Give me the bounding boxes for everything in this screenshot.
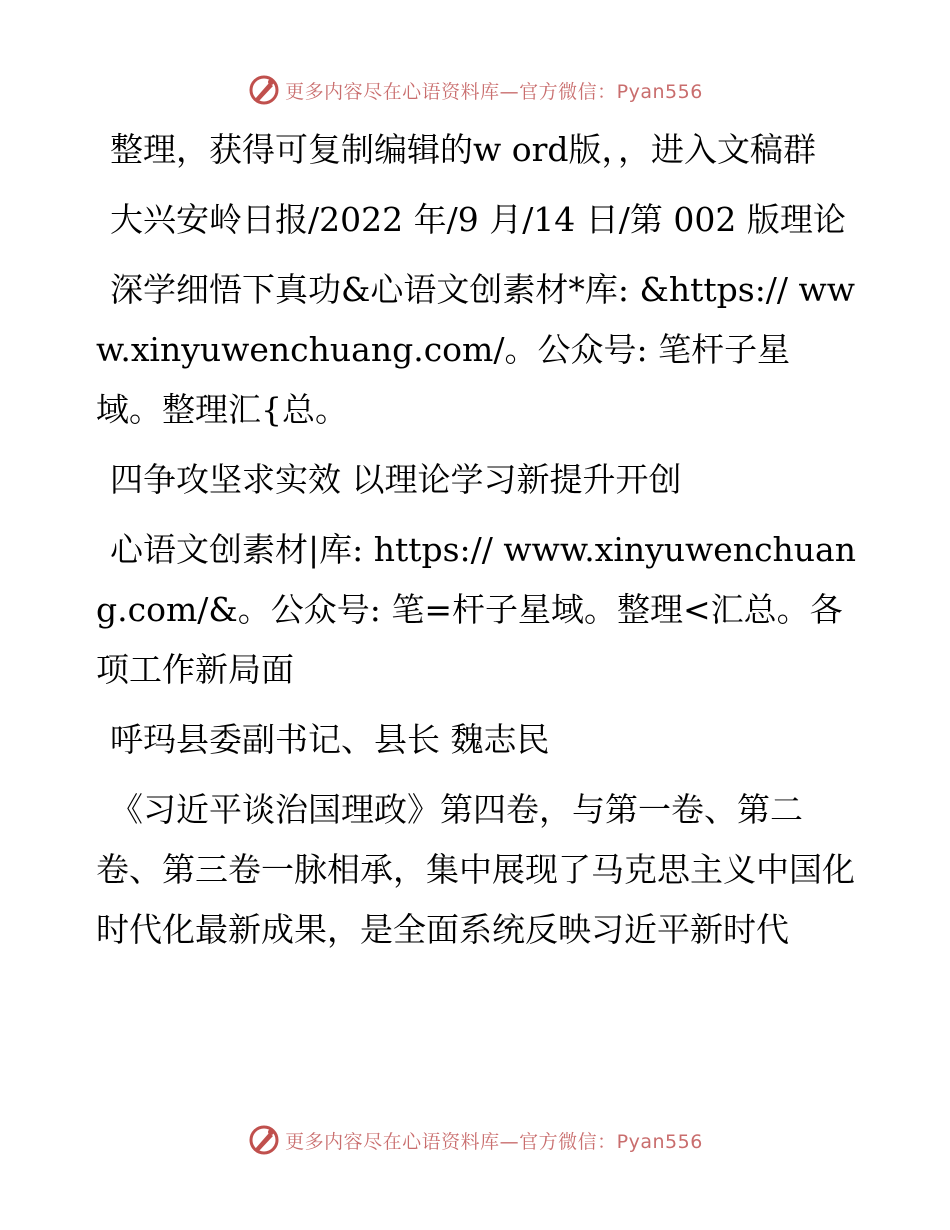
header-banner (0, 70, 950, 110)
paragraph-source: 大兴安岭日报/2022 年/9 月/14 日/第 002 版理论 (110, 200, 846, 239)
footer-banner (0, 1120, 950, 1160)
document-body (96, 120, 856, 970)
footer-banner-text: 更多内容尽在心语资料库—官方微信：Pyan556 (285, 1130, 703, 1153)
pen-logo-icon (247, 73, 281, 107)
header-banner-text: 更多内容尽在心语资料库—官方微信：Pyan556 (285, 80, 703, 103)
paragraph-watermark-1: 深学细悟下真功&心语文创素材*库: &https:// www.xinyuwenchuang.com/。公众号: 笔杆子星域。整理汇{总。 (96, 270, 856, 429)
pen-logo-icon (247, 1123, 281, 1157)
paragraph-intro: 整理，获得可复制编辑的w ord版，，进入文稿群 (110, 130, 817, 169)
paragraph-watermark-2: 心语文创素材|库: https:// www.xinyuwenchuang.com/&。公众号: 笔=杆子星域。整理<汇总。各项工作新局面 (96, 530, 856, 689)
author-line: 呼玛县委副书记、县长 魏志民 (110, 720, 550, 759)
article-title: 四争攻坚求实效 以理论学习新提升开创 (110, 460, 682, 499)
paragraph-body: 《习近平谈治国理政》第四卷，与第一卷、第二卷、第三卷一脉相承，集中展现了马克思主义中国化时代化最新成果，是全面系统反映习近平新时代 (96, 790, 855, 949)
